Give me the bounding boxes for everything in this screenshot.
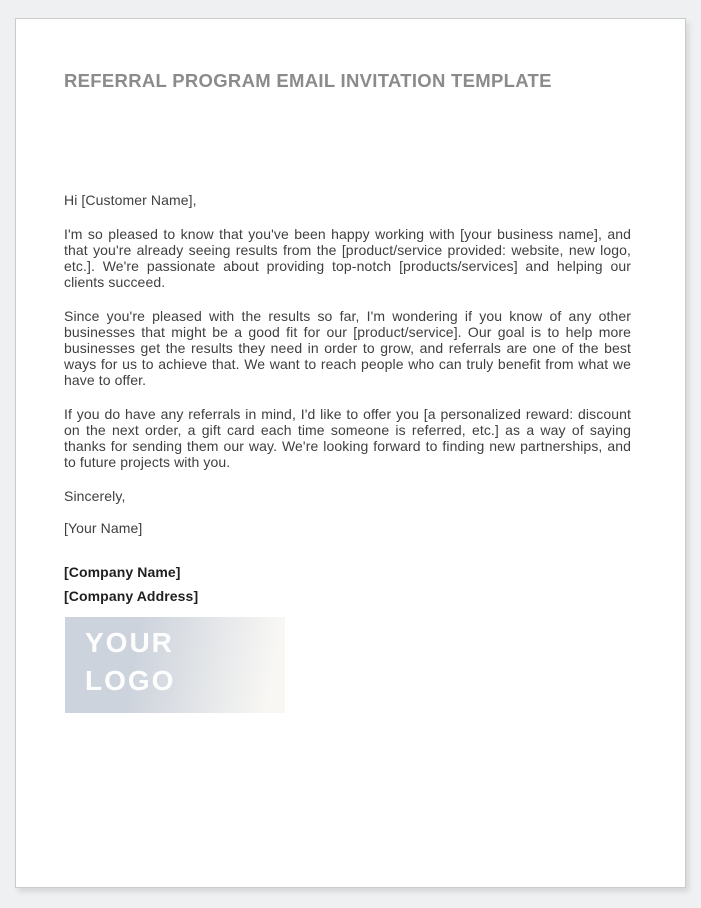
signature-name-placeholder: [Your Name] [64, 520, 143, 536]
logo-text-line1: YOUR [85, 627, 174, 658]
page-title: REFERRAL PROGRAM EMAIL INVITATION TEMPLATE [64, 70, 552, 91]
logo-text-line2: LOGO [85, 665, 176, 696]
page-content [16, 70, 685, 713]
letter-paragraph-3: If you do have any referrals in mind, I'd like to offer you [a personalized reward: discount on the next order, a gift card each time someone is referred, etc.] as a way of saying thanks for sending them our way. We're looking forward to finding new partnerships, and to future projects with you. [64, 406, 631, 470]
letter-paragraph-2: Since you're pleased with the results so far, I'm wondering if you know of any other businesses that might be a good fit for our [product/service]. Our goal is to help more businesses get the results they need in order to grow, and referrals are one of the best ways for us to achieve that. We want to reach people who can truly benefit from what we have to offer. [64, 308, 631, 388]
closing-line: Sincerely, [64, 488, 126, 504]
letter-paragraph-1: I'm so pleased to know that you've been happy working with [your business name], and that you're already seeing results from the [product/service provided: website, new logo, etc.]. We're passionate about providing top-notch [products/services] and helping our clients succeed. [64, 226, 631, 290]
greeting-line: Hi [Customer Name], [64, 192, 197, 208]
company-name-placeholder: [Company Name] [64, 564, 181, 580]
document-page [15, 18, 686, 888]
logo-placeholder [65, 617, 285, 713]
company-address-placeholder: [Company Address] [64, 588, 199, 604]
